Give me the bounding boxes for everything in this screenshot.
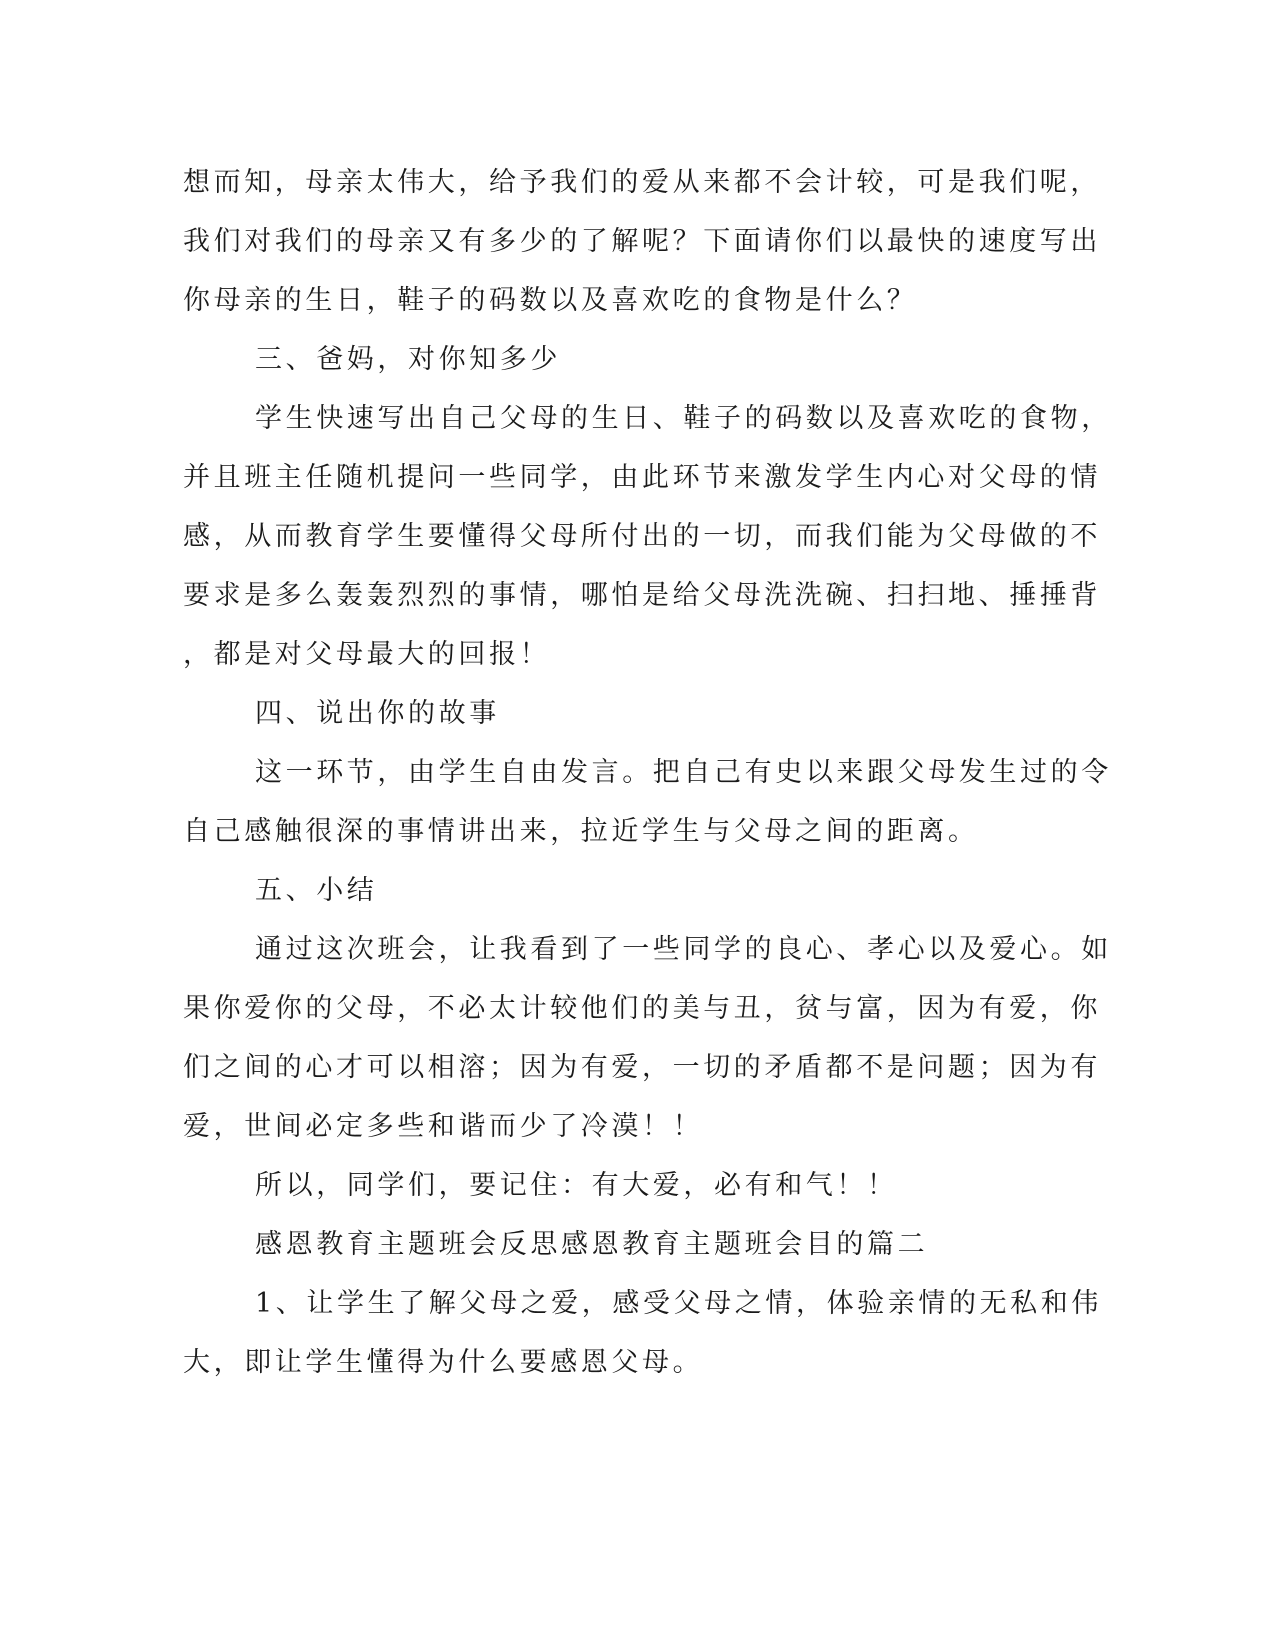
body-text-line: 所以，同学们，要记住：有大爱，必有和气！！ bbox=[255, 1170, 898, 1201]
section-heading: 四、说出你的故事 bbox=[255, 698, 500, 729]
body-text-line: 通过这次班会，让我看到了一些同学的良心、孝心以及爱心。如 bbox=[255, 934, 1112, 965]
body-text-line: 们之间的心才可以相溶；因为有爱，一切的矛盾都不是问题；因为有 bbox=[183, 1052, 1101, 1083]
body-text-line: 我们对我们的母亲又有多少的了解呢？下面请你们以最快的速度写出 bbox=[183, 226, 1101, 257]
body-text-line: ，都是对父母最大的回报！ bbox=[183, 639, 551, 670]
body-text-line: 大，即让学生懂得为什么要感恩父母。 bbox=[183, 1347, 704, 1378]
section-heading: 感恩教育主题班会反思感恩教育主题班会目的篇二 bbox=[255, 1229, 929, 1260]
body-text-line: 果你爱你的父母，不必太计较他们的美与丑，贫与富，因为有爱，你 bbox=[183, 993, 1101, 1024]
body-text-line: 这一环节，由学生自由发言。把自己有史以来跟父母发生过的令 bbox=[255, 757, 1112, 788]
body-text-line: 自己感触很深的事情讲出来，拉近学生与父母之间的距离。 bbox=[183, 816, 979, 847]
body-text-line: 学生快速写出自己父母的生日、鞋子的码数以及喜欢吃的食物， bbox=[255, 403, 1112, 434]
section-heading: 三、爸妈，对你知多少 bbox=[255, 344, 561, 375]
body-text-line: 你母亲的生日，鞋子的码数以及喜欢吃的食物是什么？ bbox=[183, 285, 918, 316]
body-text-line: 爱，世间必定多些和谐而少了冷漠！！ bbox=[183, 1111, 704, 1142]
body-text-line: 要求是多么轰轰烈烈的事情，哪怕是给父母洗洗碗、扫扫地、捶捶背 bbox=[183, 580, 1101, 611]
section-heading: 五、小结 bbox=[255, 875, 378, 906]
body-text-line: 想而知，母亲太伟大，给予我们的爱从来都不会计较，可是我们呢， bbox=[183, 167, 1101, 198]
body-text-line: 感，从而教育学生要懂得父母所付出的一切，而我们能为父母做的不 bbox=[183, 521, 1101, 552]
body-text-line: 并且班主任随机提问一些同学，由此环节来激发学生内心对父母的情 bbox=[183, 462, 1101, 493]
body-text-line: 1、让学生了解父母之爱，感受父母之情，体验亲情的无私和伟 bbox=[255, 1288, 1102, 1319]
